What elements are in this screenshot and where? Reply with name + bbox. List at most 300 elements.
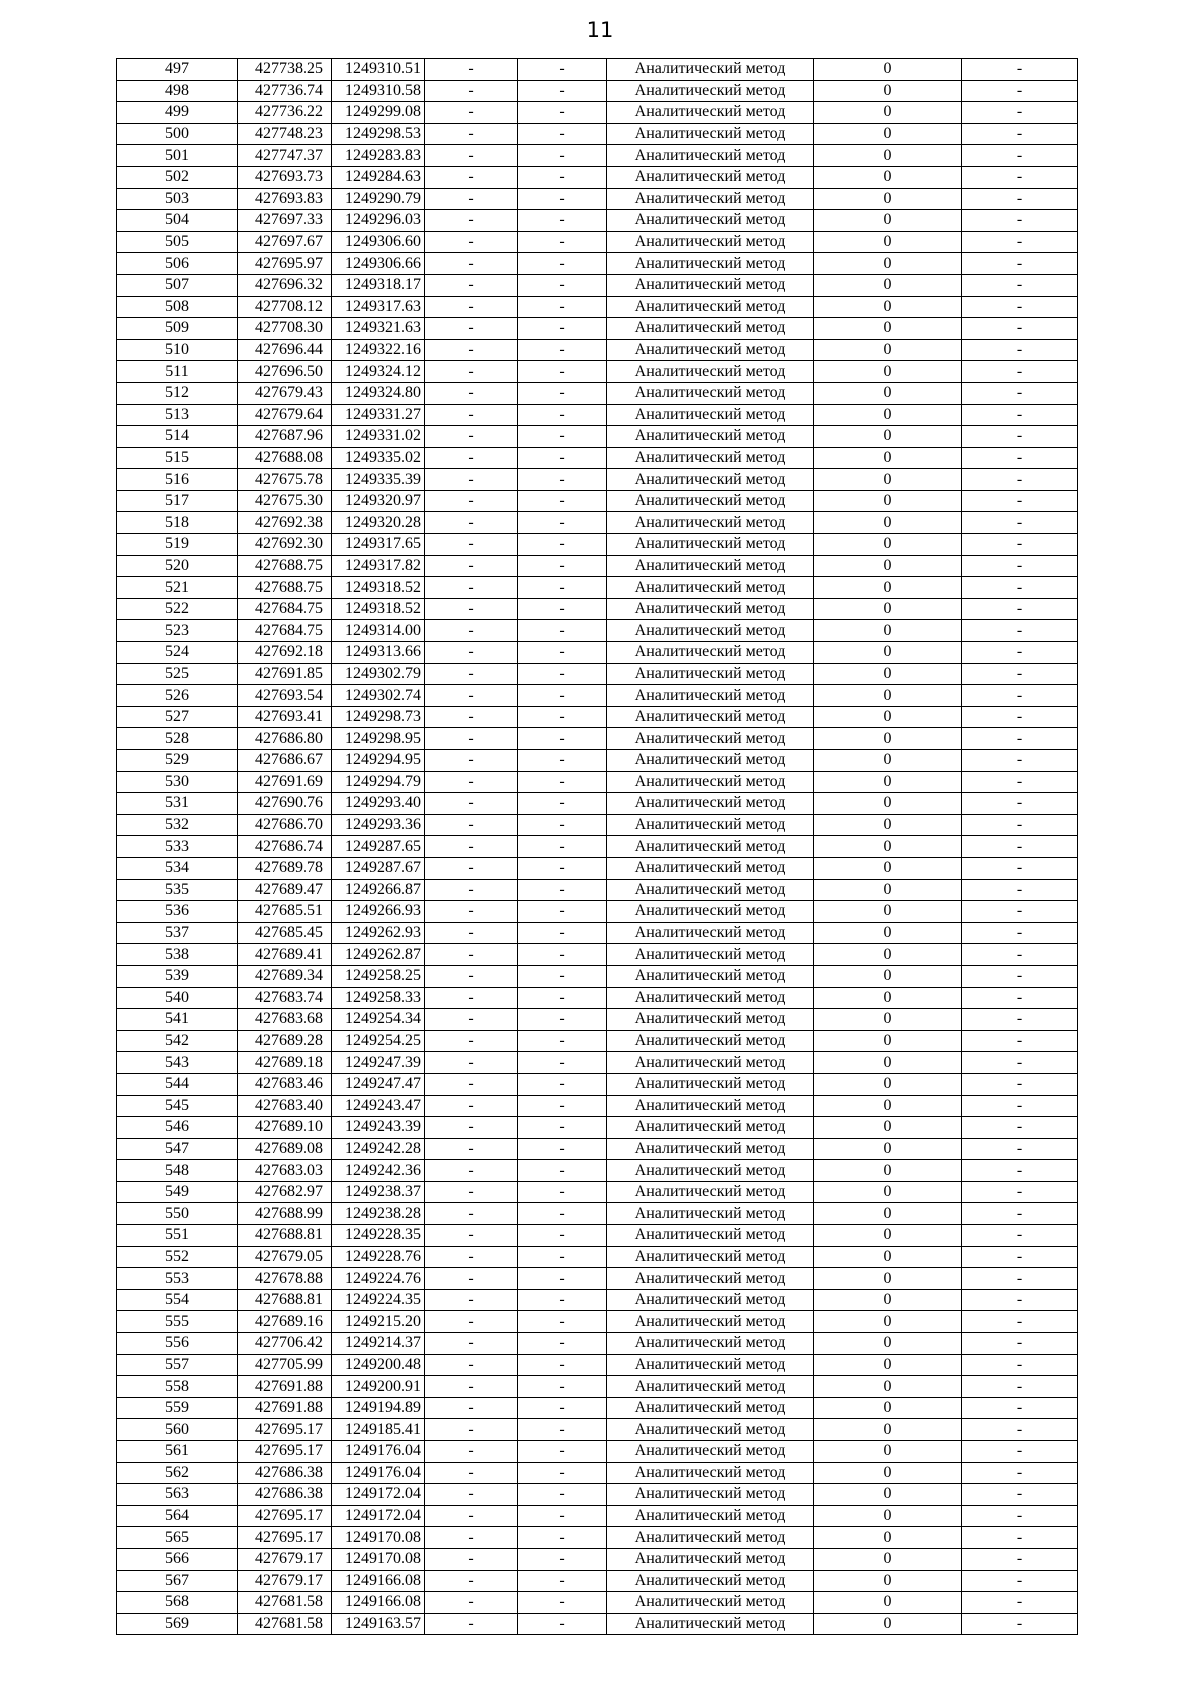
value-cell: 0 [814, 102, 962, 124]
table-row [117, 577, 1078, 599]
y-coordinate-cell: 1249298.73 [332, 706, 425, 728]
dash-cell: - [962, 922, 1078, 944]
x-coordinate-cell: 427747.37 [238, 145, 332, 167]
dash-cell: - [518, 642, 607, 664]
dash-cell: - [962, 750, 1078, 772]
value-cell: 0 [814, 728, 962, 750]
table-row [117, 1073, 1078, 1095]
x-coordinate-cell: 427688.81 [238, 1225, 332, 1247]
point-number-cell: 517 [117, 490, 238, 512]
dash-cell: - [518, 166, 607, 188]
value-cell: 0 [814, 1570, 962, 1592]
method-cell: Аналитический метод [607, 1289, 814, 1311]
x-coordinate-cell: 427689.41 [238, 944, 332, 966]
method-cell: Аналитический метод [607, 426, 814, 448]
value-cell: 0 [814, 857, 962, 879]
dash-cell: - [425, 901, 518, 923]
dash-cell: - [518, 793, 607, 815]
dash-cell: - [962, 1505, 1078, 1527]
dash-cell: - [425, 469, 518, 491]
table-row [117, 706, 1078, 728]
dash-cell: - [425, 426, 518, 448]
table-row [117, 296, 1078, 318]
method-cell: Аналитический метод [607, 1592, 814, 1614]
dash-cell: - [425, 166, 518, 188]
dash-cell: - [518, 1181, 607, 1203]
dash-cell: - [425, 1268, 518, 1290]
table-row [117, 1138, 1078, 1160]
y-coordinate-cell: 1249243.47 [332, 1095, 425, 1117]
y-coordinate-cell: 1249247.47 [332, 1073, 425, 1095]
value-cell: 0 [814, 274, 962, 296]
dash-cell: - [518, 123, 607, 145]
x-coordinate-cell: 427688.75 [238, 577, 332, 599]
value-cell: 0 [814, 1462, 962, 1484]
dash-cell: - [425, 382, 518, 404]
table-row [117, 901, 1078, 923]
point-number-cell: 498 [117, 80, 238, 102]
value-cell: 0 [814, 642, 962, 664]
dash-cell: - [518, 1333, 607, 1355]
point-number-cell: 555 [117, 1311, 238, 1333]
y-coordinate-cell: 1249318.52 [332, 598, 425, 620]
page-number: 11 [586, 18, 614, 42]
dash-cell: - [518, 469, 607, 491]
method-cell: Аналитический метод [607, 598, 814, 620]
x-coordinate-cell: 427695.17 [238, 1441, 332, 1463]
dash-cell: - [962, 145, 1078, 167]
value-cell: 0 [814, 750, 962, 772]
table-row [117, 318, 1078, 340]
dash-cell: - [518, 296, 607, 318]
x-coordinate-cell: 427686.67 [238, 750, 332, 772]
value-cell: 0 [814, 382, 962, 404]
value-cell: 0 [814, 231, 962, 253]
dash-cell: - [425, 1160, 518, 1182]
y-coordinate-cell: 1249310.58 [332, 80, 425, 102]
point-number-cell: 538 [117, 944, 238, 966]
table-row [117, 1181, 1078, 1203]
method-cell: Аналитический метод [607, 59, 814, 81]
method-cell: Аналитический метод [607, 1570, 814, 1592]
dash-cell: - [962, 1052, 1078, 1074]
y-coordinate-cell: 1249163.57 [332, 1613, 425, 1635]
x-coordinate-cell: 427691.69 [238, 771, 332, 793]
method-cell: Аналитический метод [607, 1613, 814, 1635]
point-number-cell: 536 [117, 901, 238, 923]
point-number-cell: 566 [117, 1548, 238, 1570]
x-coordinate-cell: 427736.74 [238, 80, 332, 102]
dash-cell: - [425, 1225, 518, 1247]
dash-cell: - [962, 857, 1078, 879]
point-number-cell: 504 [117, 210, 238, 232]
value-cell: 0 [814, 469, 962, 491]
dash-cell: - [962, 361, 1078, 383]
method-cell: Аналитический метод [607, 965, 814, 987]
dash-cell: - [962, 1592, 1078, 1614]
method-cell: Аналитический метод [607, 145, 814, 167]
value-cell: 0 [814, 80, 962, 102]
point-number-cell: 516 [117, 469, 238, 491]
dash-cell: - [425, 1570, 518, 1592]
value-cell: 0 [814, 296, 962, 318]
x-coordinate-cell: 427695.97 [238, 253, 332, 275]
method-cell: Аналитический метод [607, 577, 814, 599]
y-coordinate-cell: 1249306.60 [332, 231, 425, 253]
method-cell: Аналитический метод [607, 1160, 814, 1182]
method-cell: Аналитический метод [607, 1030, 814, 1052]
method-cell: Аналитический метод [607, 1419, 814, 1441]
dash-cell: - [425, 965, 518, 987]
point-number-cell: 567 [117, 1570, 238, 1592]
x-coordinate-cell: 427685.45 [238, 922, 332, 944]
dash-cell: - [518, 1009, 607, 1031]
dash-cell: - [962, 771, 1078, 793]
table-row [117, 879, 1078, 901]
point-number-cell: 525 [117, 663, 238, 685]
table-row [117, 339, 1078, 361]
table-row [117, 555, 1078, 577]
x-coordinate-cell: 427681.58 [238, 1613, 332, 1635]
point-number-cell: 524 [117, 642, 238, 664]
point-number-cell: 565 [117, 1527, 238, 1549]
x-coordinate-cell: 427684.75 [238, 598, 332, 620]
y-coordinate-cell: 1249317.65 [332, 534, 425, 556]
point-number-cell: 529 [117, 750, 238, 772]
dash-cell: - [518, 814, 607, 836]
point-number-cell: 513 [117, 404, 238, 426]
y-coordinate-cell: 1249172.04 [332, 1484, 425, 1506]
point-number-cell: 514 [117, 426, 238, 448]
y-coordinate-cell: 1249172.04 [332, 1505, 425, 1527]
value-cell: 0 [814, 1376, 962, 1398]
method-cell: Аналитический метод [607, 901, 814, 923]
dash-cell: - [518, 965, 607, 987]
dash-cell: - [518, 1203, 607, 1225]
method-cell: Аналитический метод [607, 361, 814, 383]
value-cell: 0 [814, 1160, 962, 1182]
method-cell: Аналитический метод [607, 318, 814, 340]
dash-cell: - [962, 210, 1078, 232]
table-row [117, 361, 1078, 383]
dash-cell: - [518, 987, 607, 1009]
value-cell: 0 [814, 987, 962, 1009]
point-number-cell: 564 [117, 1505, 238, 1527]
value-cell: 0 [814, 123, 962, 145]
point-number-cell: 541 [117, 1009, 238, 1031]
dash-cell: - [518, 879, 607, 901]
table-row [117, 857, 1078, 879]
y-coordinate-cell: 1249283.83 [332, 145, 425, 167]
dash-cell: - [962, 1613, 1078, 1635]
point-number-cell: 512 [117, 382, 238, 404]
value-cell: 0 [814, 1505, 962, 1527]
dash-cell: - [425, 857, 518, 879]
y-coordinate-cell: 1249242.36 [332, 1160, 425, 1182]
dash-cell: - [962, 1030, 1078, 1052]
point-number-cell: 569 [117, 1613, 238, 1635]
x-coordinate-cell: 427683.40 [238, 1095, 332, 1117]
dash-cell: - [518, 1268, 607, 1290]
dash-cell: - [518, 1030, 607, 1052]
point-number-cell: 556 [117, 1333, 238, 1355]
x-coordinate-cell: 427689.78 [238, 857, 332, 879]
dash-cell: - [962, 793, 1078, 815]
dash-cell: - [962, 318, 1078, 340]
point-number-cell: 544 [117, 1073, 238, 1095]
x-coordinate-cell: 427690.76 [238, 793, 332, 815]
dash-cell: - [518, 1397, 607, 1419]
table-row [117, 1592, 1078, 1614]
x-coordinate-cell: 427686.80 [238, 728, 332, 750]
table-row [117, 1268, 1078, 1290]
dash-cell: - [425, 210, 518, 232]
point-number-cell: 521 [117, 577, 238, 599]
dash-cell: - [962, 1333, 1078, 1355]
method-cell: Аналитический метод [607, 1073, 814, 1095]
value-cell: 0 [814, 404, 962, 426]
method-cell: Аналитический метод [607, 642, 814, 664]
dash-cell: - [425, 750, 518, 772]
point-number-cell: 545 [117, 1095, 238, 1117]
value-cell: 0 [814, 1181, 962, 1203]
value-cell: 0 [814, 1613, 962, 1635]
dash-cell: - [518, 361, 607, 383]
method-cell: Аналитический метод [607, 1462, 814, 1484]
point-number-cell: 531 [117, 793, 238, 815]
method-cell: Аналитический метод [607, 512, 814, 534]
dash-cell: - [425, 339, 518, 361]
point-number-cell: 550 [117, 1203, 238, 1225]
point-number-cell: 522 [117, 598, 238, 620]
table-row [117, 253, 1078, 275]
x-coordinate-cell: 427696.50 [238, 361, 332, 383]
table-row [117, 620, 1078, 642]
point-number-cell: 532 [117, 814, 238, 836]
y-coordinate-cell: 1249293.36 [332, 814, 425, 836]
dash-cell: - [518, 102, 607, 124]
dash-cell: - [425, 814, 518, 836]
dash-cell: - [518, 512, 607, 534]
y-coordinate-cell: 1249243.39 [332, 1117, 425, 1139]
x-coordinate-cell: 427748.23 [238, 123, 332, 145]
dash-cell: - [425, 1311, 518, 1333]
method-cell: Аналитический метод [607, 296, 814, 318]
dash-cell: - [518, 534, 607, 556]
dash-cell: - [425, 663, 518, 685]
y-coordinate-cell: 1249306.66 [332, 253, 425, 275]
dash-cell: - [425, 231, 518, 253]
dash-cell: - [962, 1311, 1078, 1333]
y-coordinate-cell: 1249317.63 [332, 296, 425, 318]
method-cell: Аналитический метод [607, 1052, 814, 1074]
dash-cell: - [425, 555, 518, 577]
dash-cell: - [518, 857, 607, 879]
dash-cell: - [425, 123, 518, 145]
dash-cell: - [518, 1505, 607, 1527]
y-coordinate-cell: 1249176.04 [332, 1441, 425, 1463]
method-cell: Аналитический метод [607, 166, 814, 188]
dash-cell: - [962, 102, 1078, 124]
value-cell: 0 [814, 685, 962, 707]
dash-cell: - [425, 728, 518, 750]
point-number-cell: 508 [117, 296, 238, 318]
method-cell: Аналитический метод [607, 922, 814, 944]
x-coordinate-cell: 427679.17 [238, 1548, 332, 1570]
value-cell: 0 [814, 1138, 962, 1160]
point-number-cell: 548 [117, 1160, 238, 1182]
y-coordinate-cell: 1249258.33 [332, 987, 425, 1009]
y-coordinate-cell: 1249166.08 [332, 1592, 425, 1614]
y-coordinate-cell: 1249200.48 [332, 1354, 425, 1376]
dash-cell: - [962, 814, 1078, 836]
dash-cell: - [425, 577, 518, 599]
method-cell: Аналитический метод [607, 1181, 814, 1203]
dash-cell: - [962, 512, 1078, 534]
point-number-cell: 509 [117, 318, 238, 340]
dash-cell: - [962, 706, 1078, 728]
dash-cell: - [518, 1117, 607, 1139]
method-cell: Аналитический метод [607, 447, 814, 469]
dash-cell: - [518, 382, 607, 404]
method-cell: Аналитический метод [607, 253, 814, 275]
x-coordinate-cell: 427696.44 [238, 339, 332, 361]
y-coordinate-cell: 1249254.34 [332, 1009, 425, 1031]
value-cell: 0 [814, 1289, 962, 1311]
method-cell: Аналитический метод [607, 210, 814, 232]
method-cell: Аналитический метод [607, 857, 814, 879]
point-number-cell: 542 [117, 1030, 238, 1052]
value-cell: 0 [814, 1052, 962, 1074]
y-coordinate-cell: 1249215.20 [332, 1311, 425, 1333]
value-cell: 0 [814, 1548, 962, 1570]
dash-cell: - [962, 1462, 1078, 1484]
method-cell: Аналитический метод [607, 339, 814, 361]
y-coordinate-cell: 1249298.53 [332, 123, 425, 145]
dash-cell: - [962, 987, 1078, 1009]
x-coordinate-cell: 427689.18 [238, 1052, 332, 1074]
method-cell: Аналитический метод [607, 836, 814, 858]
dash-cell: - [425, 1009, 518, 1031]
table-row [117, 447, 1078, 469]
y-coordinate-cell: 1249324.80 [332, 382, 425, 404]
dash-cell: - [518, 771, 607, 793]
x-coordinate-cell: 427695.17 [238, 1419, 332, 1441]
value-cell: 0 [814, 901, 962, 923]
table-row [117, 598, 1078, 620]
dash-cell: - [425, 188, 518, 210]
point-number-cell: 546 [117, 1117, 238, 1139]
dash-cell: - [962, 490, 1078, 512]
dash-cell: - [425, 1441, 518, 1463]
value-cell: 0 [814, 145, 962, 167]
value-cell: 0 [814, 555, 962, 577]
table-row [117, 512, 1078, 534]
dash-cell: - [962, 1073, 1078, 1095]
x-coordinate-cell: 427687.96 [238, 426, 332, 448]
dash-cell: - [962, 1397, 1078, 1419]
table-row [117, 1548, 1078, 1570]
method-cell: Аналитический метод [607, 231, 814, 253]
method-cell: Аналитический метод [607, 1376, 814, 1398]
dash-cell: - [425, 706, 518, 728]
dash-cell: - [425, 512, 518, 534]
point-number-cell: 515 [117, 447, 238, 469]
table-body [117, 59, 1078, 1635]
dash-cell: - [962, 1117, 1078, 1139]
x-coordinate-cell: 427686.74 [238, 836, 332, 858]
dash-cell: - [425, 1073, 518, 1095]
x-coordinate-cell: 427686.38 [238, 1484, 332, 1506]
dash-cell: - [425, 987, 518, 1009]
x-coordinate-cell: 427679.64 [238, 404, 332, 426]
method-cell: Аналитический метод [607, 1354, 814, 1376]
method-cell: Аналитический метод [607, 1311, 814, 1333]
y-coordinate-cell: 1249262.93 [332, 922, 425, 944]
method-cell: Аналитический метод [607, 1203, 814, 1225]
x-coordinate-cell: 427685.51 [238, 901, 332, 923]
dash-cell: - [962, 944, 1078, 966]
value-cell: 0 [814, 1311, 962, 1333]
method-cell: Аналитический метод [607, 1484, 814, 1506]
method-cell: Аналитический метод [607, 534, 814, 556]
method-cell: Аналитический метод [607, 1397, 814, 1419]
dash-cell: - [518, 447, 607, 469]
table-row [117, 1160, 1078, 1182]
dash-cell: - [962, 1441, 1078, 1463]
x-coordinate-cell: 427686.38 [238, 1462, 332, 1484]
table-row [117, 1203, 1078, 1225]
table-row [117, 1354, 1078, 1376]
y-coordinate-cell: 1249322.16 [332, 339, 425, 361]
x-coordinate-cell: 427689.10 [238, 1117, 332, 1139]
table-row [117, 836, 1078, 858]
dash-cell: - [962, 296, 1078, 318]
point-number-cell: 526 [117, 685, 238, 707]
value-cell: 0 [814, 1095, 962, 1117]
dash-cell: - [962, 620, 1078, 642]
point-number-cell: 527 [117, 706, 238, 728]
table-row [117, 1613, 1078, 1635]
table-row [117, 750, 1078, 772]
method-cell: Аналитический метод [607, 1117, 814, 1139]
dash-cell: - [425, 253, 518, 275]
dash-cell: - [425, 102, 518, 124]
x-coordinate-cell: 427706.42 [238, 1333, 332, 1355]
dash-cell: - [962, 1570, 1078, 1592]
x-coordinate-cell: 427683.46 [238, 1073, 332, 1095]
x-coordinate-cell: 427686.70 [238, 814, 332, 836]
x-coordinate-cell: 427679.05 [238, 1246, 332, 1268]
dash-cell: - [425, 1030, 518, 1052]
dash-cell: - [518, 1441, 607, 1463]
y-coordinate-cell: 1249254.25 [332, 1030, 425, 1052]
table-row [117, 685, 1078, 707]
value-cell: 0 [814, 1073, 962, 1095]
dash-cell: - [425, 642, 518, 664]
point-number-cell: 519 [117, 534, 238, 556]
coordinates-table [116, 58, 1078, 1635]
value-cell: 0 [814, 1268, 962, 1290]
point-number-cell: 535 [117, 879, 238, 901]
dash-cell: - [518, 750, 607, 772]
table-row [117, 1570, 1078, 1592]
point-number-cell: 500 [117, 123, 238, 145]
point-number-cell: 537 [117, 922, 238, 944]
y-coordinate-cell: 1249284.63 [332, 166, 425, 188]
method-cell: Аналитический метод [607, 1225, 814, 1247]
y-coordinate-cell: 1249166.08 [332, 1570, 425, 1592]
